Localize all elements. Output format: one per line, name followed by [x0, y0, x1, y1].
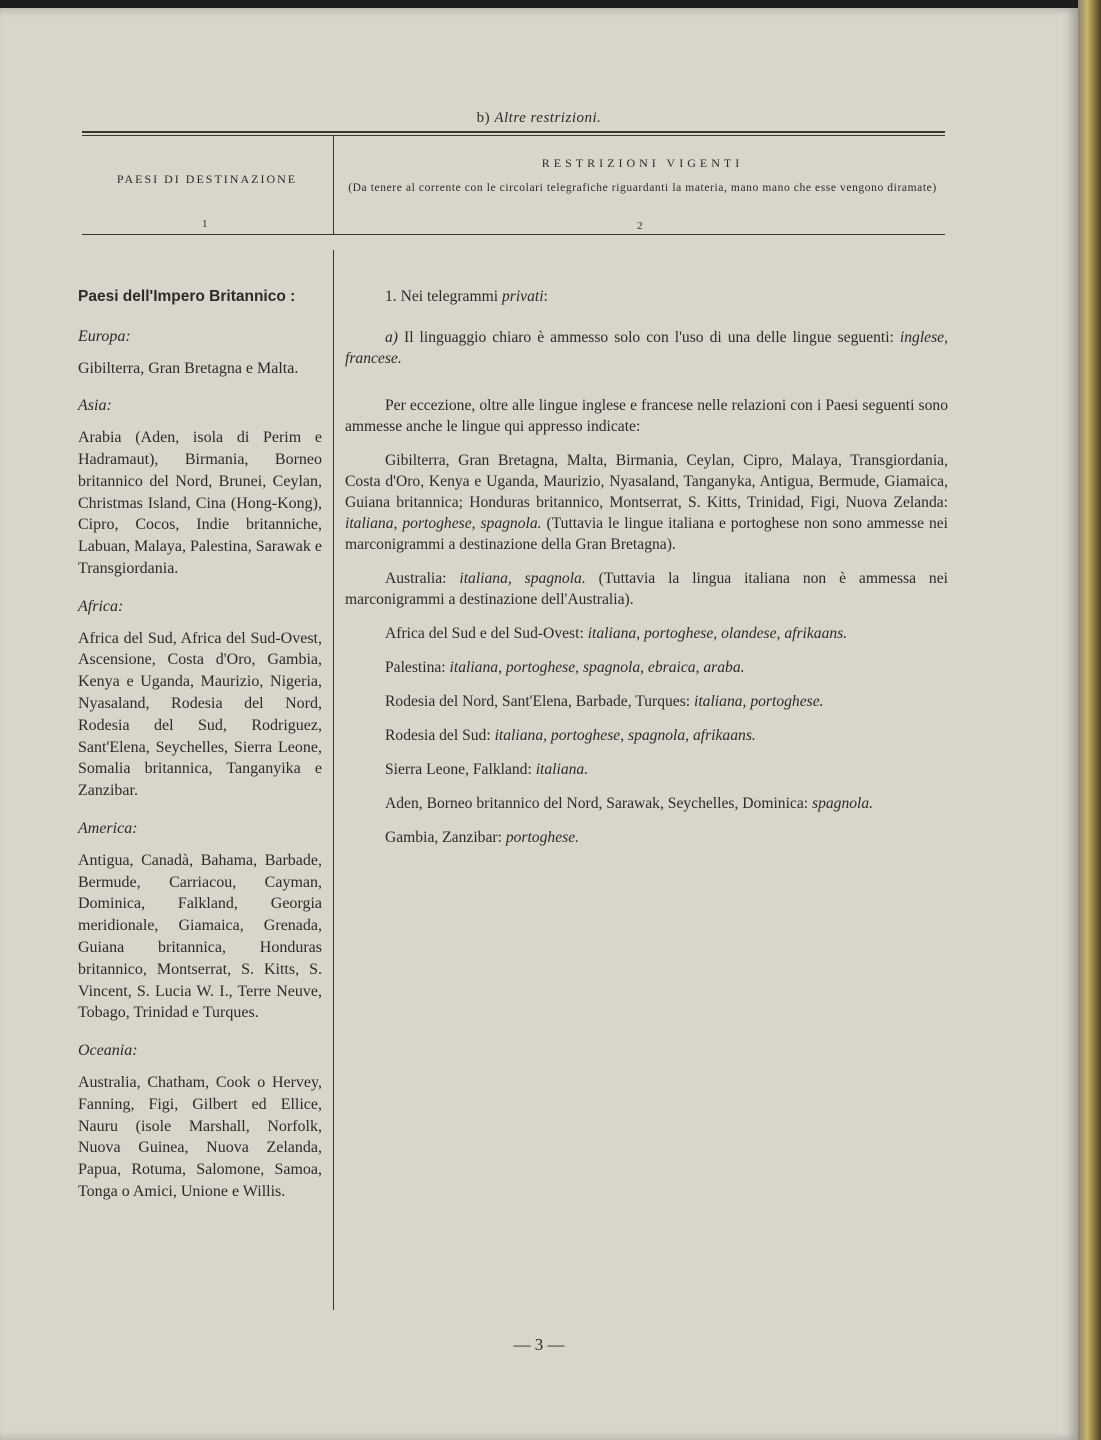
- header-rule-top: [82, 131, 945, 133]
- region-europa: Europa:: [78, 327, 131, 345]
- column-2-title: RESTRIZIONI VIGENTI: [541, 156, 744, 170]
- header-rule-bottom: [82, 234, 945, 235]
- restrictions-column: [345, 286, 948, 861]
- exception-rodesia-sud: Rodesia del Sud: italiana, portoghese, spagnola, afrikaans.: [385, 727, 756, 744]
- page-number: — 3 —: [513, 1335, 565, 1354]
- exception-africa-sud: Africa del Sud e del Sud-Ovest: italiana, portoghese, olandese, afrikaans.: [385, 625, 848, 642]
- region-america-countries: Antigua, Canadà, Bahama, Barbade, Bermude, Carriacou, Cayman, Dominica, Falkland, Georgia meridionale, Giamaica, Grenada, Guiana britannica, Honduras britannico, Montserrat, S. Kitts, S. Vincent, S. Lucia W. I., Terre Neuve, Tobago, Trinidad e Turques.: [78, 851, 322, 1022]
- region-asia-countries: Arabia (Aden, isola di Perim e Hadramaut), Birmania, Borneo britannico del Nord, Brunei, Ceylan, Christmas Island, Cina (Hong-Kong), Cipro, Cocos, Indie britanniche, Labuan, Malaya, Palestina, Sarawak e Transgiordania.: [78, 429, 322, 577]
- region-asia: Asia:: [78, 397, 112, 415]
- region-oceania-countries: Australia, Chatham, Cook o Hervey, Fanning, Figi, Gilbert ed Ellice, Nauru (isole Marshall, Norfolk, Nuova Guinea, Nuova Zelanda, Papua, Rotuma, Salomone, Samoa, Tonga o Amici, Unione e Willis.: [78, 1073, 322, 1200]
- scan-top-edge: [0, 0, 1101, 8]
- exception-sierra-leone: Sierra Leone, Falkland: italiana.: [385, 761, 589, 778]
- exception-rodesia-nord: Rodesia del Nord, Sant'Elena, Barbade, Turques: italiana, portoghese.: [385, 693, 824, 710]
- exception-gambia: Gambia, Zanzibar: portoghese.: [385, 829, 580, 846]
- column-1-number: 1: [202, 218, 208, 230]
- column-1-header: PAESI DI DESTINAZIONE: [116, 172, 298, 186]
- exception-australia: Australia: italiana, spagnola. (Tuttavia la lingua italiana non è ammessa nei marconigrammi a destinazione dell'Australia).: [345, 570, 948, 608]
- section-prefix: b): [476, 110, 491, 126]
- restriction-1a: a) Il linguaggio chiaro è ammesso solo con l'uso di una delle lingue seguenti: inglese, francese.: [345, 329, 948, 367]
- book-spine: [1078, 0, 1101, 1440]
- header-column-divider: [333, 136, 334, 234]
- region-africa: Africa:: [78, 597, 124, 615]
- column-2-number: 2: [637, 220, 643, 232]
- exception-aden: Aden, Borneo britannico del Nord, Sarawak, Seychelles, Dominica: spagnola.: [385, 795, 874, 812]
- destinations-column: [78, 286, 322, 1203]
- region-america: America:: [78, 819, 138, 837]
- restriction-1: 1. Nei telegrammi privati:: [385, 288, 548, 305]
- exception-palestina: Palestina: italiana, portoghese, spagnola, ebraica, araba.: [385, 659, 745, 676]
- region-oceania: Oceania:: [78, 1042, 138, 1060]
- header-rule-top-thin: [82, 135, 945, 136]
- body-column-divider: [333, 250, 334, 1310]
- empire-heading: Paesi dell'Impero Britannico :: [78, 288, 296, 305]
- column-2-header: [340, 156, 945, 198]
- section-title: [0, 110, 1078, 127]
- exception-intro: Per eccezione, oltre alle lingue inglese e francese nelle relazioni con i Paesi seguenti sono ammesse anche le lingue qui appresso indicate:: [345, 397, 948, 435]
- region-africa-countries: Africa del Sud, Africa del Sud-Ovest, Ascensione, Costa d'Oro, Gambia, Kenya e Uganda, Maurizio, Nigeria, Nyasaland, Rodesia del Nord, Rodesia del Sud, Rodriguez, Sant'Elena, Seychelles, Sierra Leone, Somalia britannica, Tanganyika e Zanzibar.: [78, 629, 322, 800]
- exception-group-1: Gibilterra, Gran Bretagna, Malta, Birmania, Ceylan, Cipro, Malaya, Transgiordania, Costa d'Oro, Kenya e Uganda, Maurizio, Nyasaland, Tanganyka, Antigua, Bermude, Giamaica, Guiana britannica; Honduras britannico, Montserrat, S. Kitts, Trinidad, Figi, Nuova Zelanda: italiana, portoghese, spagnola. (Tuttavia le lingue italiana e portoghese non sono ammesse nei marconigrammi a destinazione della Gran Bretagna).: [345, 452, 948, 553]
- region-europa-countries: Gibilterra, Gran Bretagna e Malta.: [78, 359, 299, 377]
- column-2-subtitle: (Da tenere al corrente con le circolari telegrafiche riguardanti la materia, mano mano che esse vengono diramate): [348, 182, 937, 194]
- section-title-text: Altre restrizioni.: [494, 110, 602, 126]
